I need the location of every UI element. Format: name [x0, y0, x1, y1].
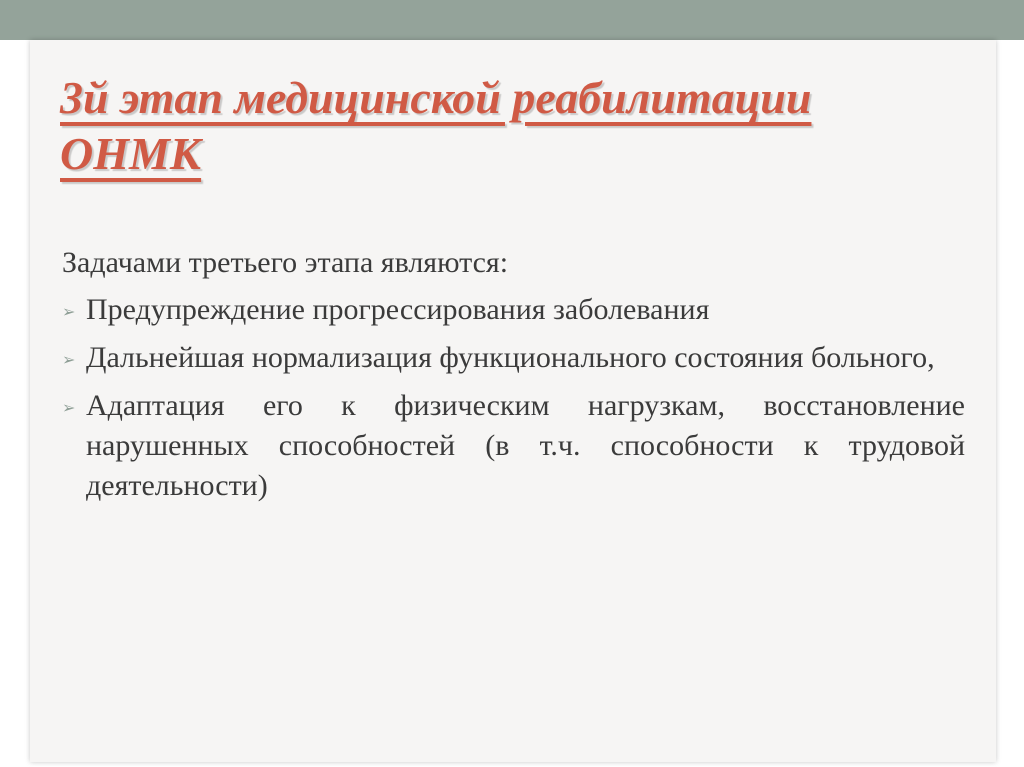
- slide-body: [60, 243, 965, 514]
- bullet-text: Предупреждение прогрессирования заболевания: [86, 293, 710, 326]
- bullet-list: [60, 290, 965, 506]
- top-band: [0, 0, 1024, 40]
- bullet-text: Адаптация его к физическим нагрузкам, восстановление нарушенных способностей (в т.ч. способности к трудовой деятельности): [86, 389, 965, 502]
- slide-title: 3й этап медицинской реабилитации ОНМК: [60, 72, 812, 179]
- bullet-item: [60, 386, 965, 506]
- chevron-right-icon: ➢: [62, 302, 76, 321]
- bullet-text: Дальнейшая нормализация функционального состояния больного,: [86, 341, 935, 374]
- intro-text: Задачами третьего этапа являются:: [62, 246, 509, 279]
- chevron-right-icon: ➢: [62, 350, 76, 369]
- chevron-right-icon: ➢: [62, 398, 76, 417]
- bullet-item: [60, 290, 965, 330]
- bullet-item: [60, 338, 965, 378]
